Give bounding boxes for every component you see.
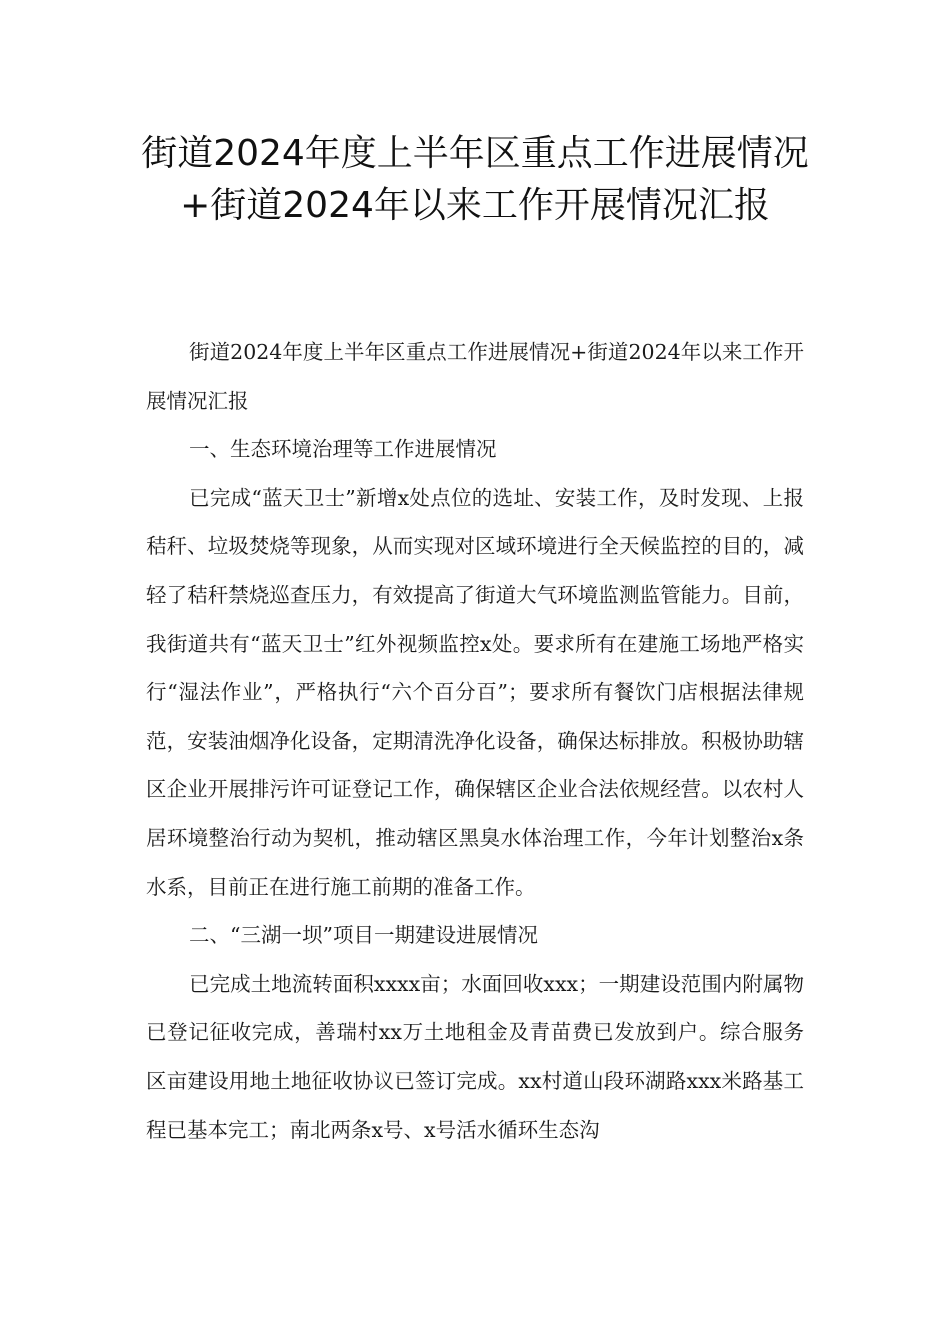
document-body: [146, 328, 804, 1154]
section-paragraph-1: 已完成“蓝天卫士”新增x处点位的选址、安装工作，及时发现、上报秸秆、垃圾焚烧等现象，从而实现对区域环境进行全天候监控的目的，减轻了秸秆禁烧巡查压力，有效提高了街道大气环境监测监管能力。目前，我街道共有“蓝天卫士”红外视频监控x处。要求所有在建施工场地严格实行“湿法作业”，严格执行“六个百分百”；要求所有餐饮门店根据法律规范，安装油烟净化设备，定期清洗净化设备，确保达标排放。积极协助辖区企业开展排污许可证登记工作，确保辖区企业合法依规经营。以农村人居环境整治行动为契机，推动辖区黑臭水体治理工作，今年计划整治x条水系，目前正在进行施工前期的准备工作。: [146, 485, 804, 899]
intro-paragraph: 街道2024年度上半年区重点工作进展情况+街道2024年以来工作开展情况汇报: [146, 340, 804, 413]
section-paragraph-2: 已完成土地流转面积xxxx亩；水面回收xxx；一期建设范围内附属物已登记征收完成，善瑞村xx万土地租金及青苗费已发放到户。综合服务区亩建设用地土地征收协议已签订完成。xx村道山段环湖路xxx米路基工程已基本完工；南北两条x号、x号活水循环生态沟: [146, 971, 804, 1142]
section-heading-1: 一、生态环境治理等工作进展情况: [189, 437, 497, 462]
section-heading-2: 二、“三湖一坝”项目一期建设进展情况: [189, 923, 539, 948]
document-title: 街道2024年度上半年区重点工作进展情况+街道2024年以来工作开展情况汇报: [141, 133, 809, 226]
